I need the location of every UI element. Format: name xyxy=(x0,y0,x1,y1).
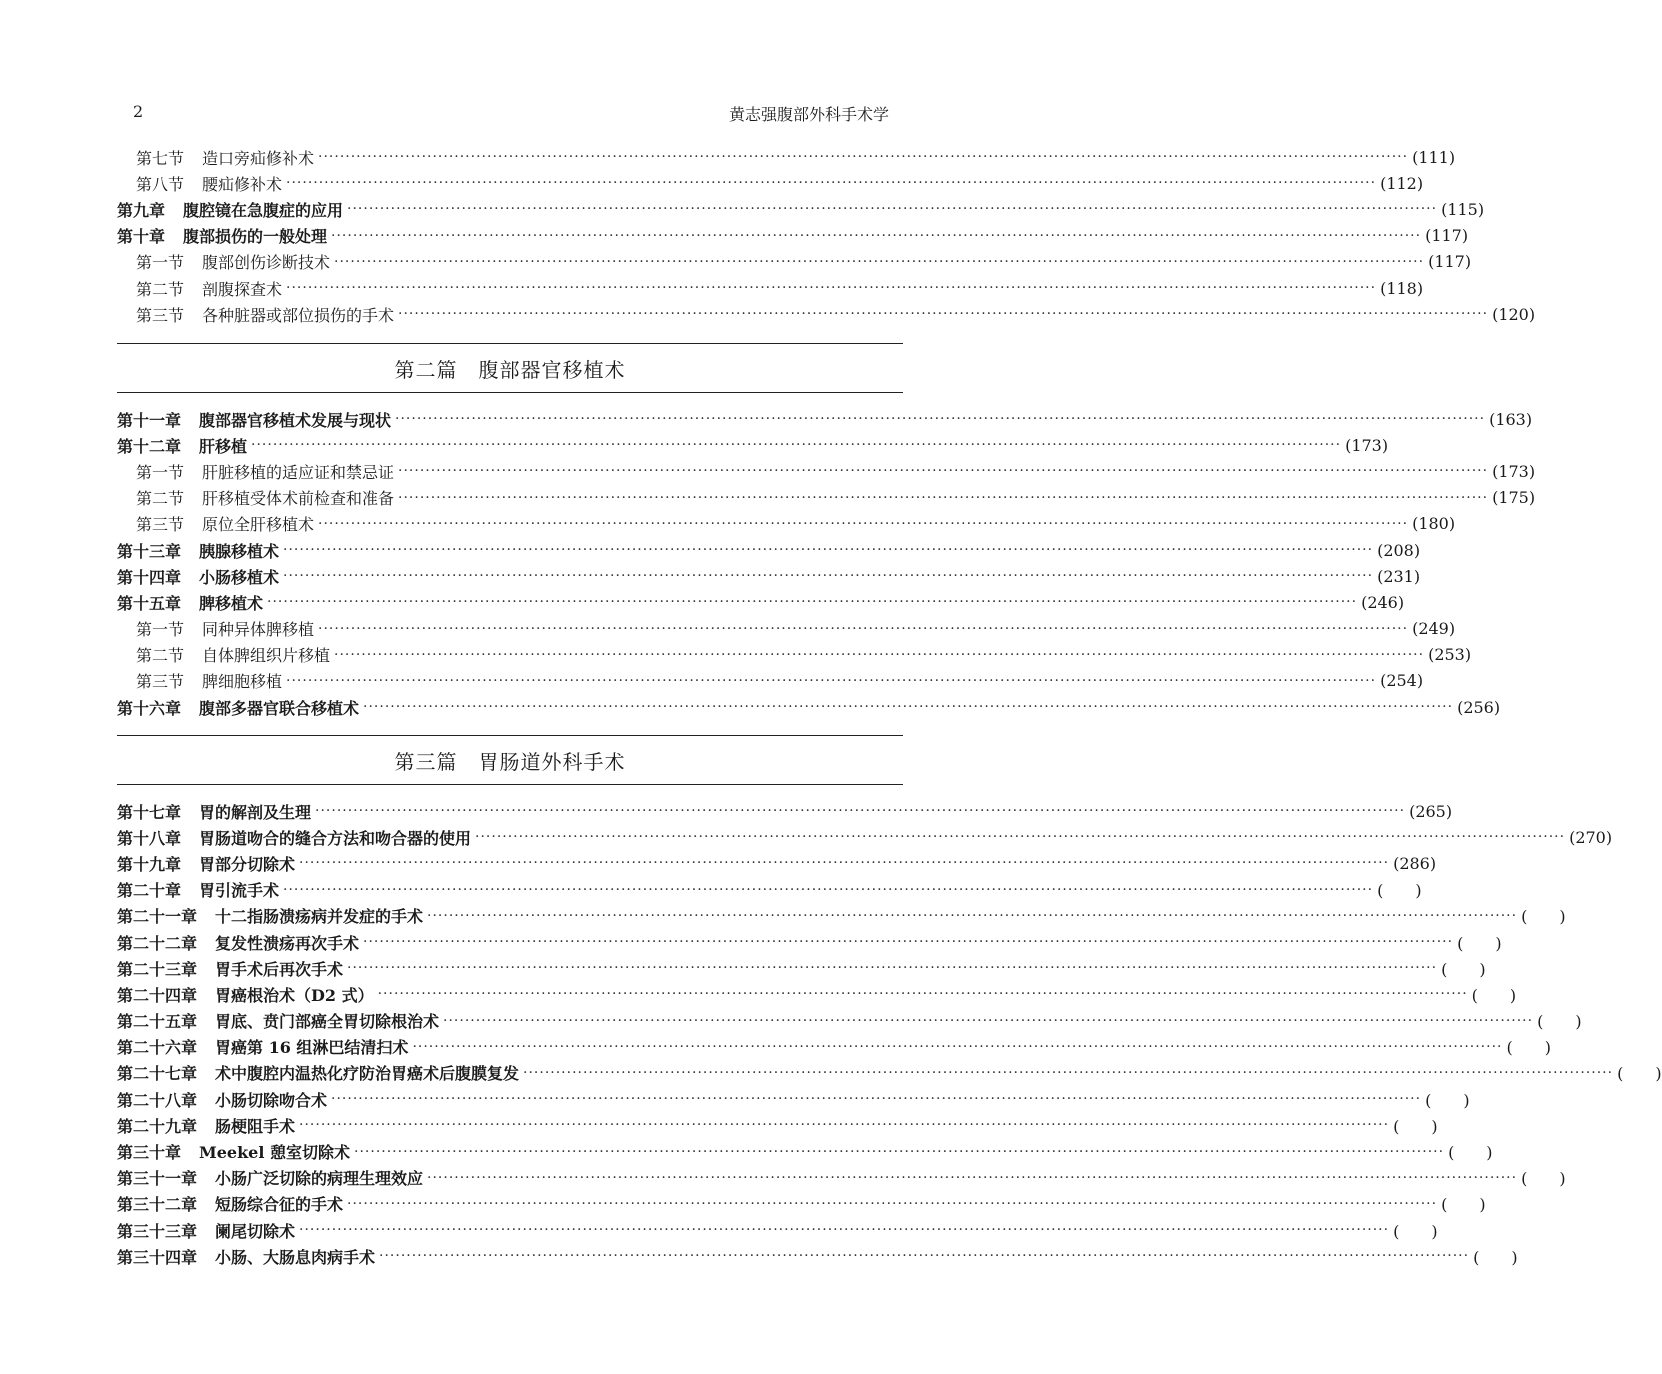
toc-chapter-entry xyxy=(117,1217,1438,1243)
toc-entry-label xyxy=(136,146,314,169)
dot-leader: ········································································································································································································ xyxy=(347,201,1438,218)
toc-page-number: (111) xyxy=(1412,147,1456,167)
toc-entry-title: 造口旁疝修补术 xyxy=(202,148,315,168)
toc-chapter-entry xyxy=(117,877,1422,903)
dot-leader: ········································································································································································································ xyxy=(395,411,1486,428)
dot-leader: ········································································································································································································ xyxy=(379,1248,1470,1265)
dot-leader: ········································································································································································································ xyxy=(443,1012,1534,1029)
part-title: 第二篇 腹部器官移植术 xyxy=(394,357,626,382)
dot-leader: ········································································································································································································ xyxy=(286,672,1377,689)
toc-entry-number: 第三十二章 xyxy=(117,1195,198,1215)
toc-entry-title: 小肠切除吻合术 xyxy=(215,1090,328,1110)
toc-entry-label xyxy=(117,1114,295,1137)
toc-entry-number: 第二十九章 xyxy=(117,1116,198,1136)
toc-page-number: ( ) xyxy=(1521,907,1566,927)
toc-entry-label xyxy=(117,878,279,901)
toc-entry-label xyxy=(117,198,343,221)
toc-entry-title: 小肠、大肠息肉病手术 xyxy=(215,1247,376,1267)
dot-leader: ········································································································································································································ xyxy=(315,803,1406,820)
toc-entry-title: 肝脏移植的适应证和禁忌证 xyxy=(202,462,395,482)
toc-entry-label xyxy=(117,591,263,614)
toc-entry-label xyxy=(117,852,295,875)
toc-entry-label xyxy=(117,983,374,1006)
toc-chapter-entry xyxy=(117,850,1437,876)
toc-entry-title: 剖腹探查术 xyxy=(202,279,283,299)
toc-entry-label xyxy=(117,1245,375,1268)
toc-entry-number: 第一节 xyxy=(136,253,185,273)
toc-entry-number: 第一节 xyxy=(136,620,185,640)
toc-entry-title: 同种异体脾移植 xyxy=(202,620,315,640)
toc-section-entry xyxy=(117,511,1456,537)
toc-entry-number: 第十七章 xyxy=(117,802,182,822)
toc-page-number: ( ) xyxy=(1393,1221,1438,1241)
toc-entry-title: 腹部器官移植术发展与现状 xyxy=(199,410,392,430)
dot-leader: ········································································································································································································ xyxy=(286,175,1377,192)
toc-entry-title: 腹部损伤的一般处理 xyxy=(183,227,328,247)
toc-entry-label xyxy=(136,303,394,326)
dot-leader: ········································································································································································································ xyxy=(283,542,1374,559)
toc-entry-title: 术中腹腔内温热化疗防治胃癌术后腹膜复发 xyxy=(215,1064,520,1084)
toc-block-3 xyxy=(117,798,1662,1269)
toc-entry-number: 第十九章 xyxy=(117,854,182,874)
dot-leader: ········································································································································································································ xyxy=(523,1064,1614,1081)
toc-section-entry xyxy=(117,144,1456,170)
toc-entry-title: 肝移植 xyxy=(199,436,248,456)
toc-entry-number: 第二节 xyxy=(136,489,185,509)
toc-entry-number: 第十八章 xyxy=(117,828,182,848)
toc-page-number: ( ) xyxy=(1471,985,1517,1005)
toc-entry-number: 第二节 xyxy=(136,646,185,666)
part-title: 第三篇 胃肠道外科手术 xyxy=(394,749,626,774)
dot-leader: ········································································································································································································ xyxy=(318,515,1409,532)
toc-entry-label xyxy=(117,224,327,247)
toc-entry-number: 第二十三章 xyxy=(117,959,198,979)
toc-entry-title: 胃的解剖及生理 xyxy=(199,802,312,822)
toc-entry-label xyxy=(117,1009,439,1032)
toc-chapter-entry xyxy=(117,824,1613,850)
toc-entry-title: 胃肠道吻合的缝合方法和吻合器的使用 xyxy=(199,828,472,848)
toc-entry-title: 脾细胞移植 xyxy=(202,672,283,692)
dot-leader: ········································································································································································································ xyxy=(286,280,1377,297)
toc-entry-number: 第三节 xyxy=(136,672,185,692)
toc-page-number: (180) xyxy=(1412,514,1456,534)
toc-entry-label xyxy=(117,904,423,927)
toc-chapter-entry xyxy=(117,798,1453,824)
toc-entry-number: 第十章 xyxy=(117,227,166,247)
toc-chapter-entry xyxy=(117,981,1517,1007)
toc-entry-number: 第三十章 xyxy=(117,1143,182,1163)
toc-page-number: (208) xyxy=(1377,540,1421,560)
toc-section-entry xyxy=(117,485,1536,511)
toc-entry-number: 第十二章 xyxy=(117,436,182,456)
toc-entry-number: 第二十一章 xyxy=(117,907,198,927)
toc-chapter-entry xyxy=(117,1243,1518,1269)
toc-entry-number: 第九章 xyxy=(117,200,166,220)
toc-chapter-entry xyxy=(117,1112,1438,1138)
toc-page-number: (117) xyxy=(1425,226,1469,246)
toc-entry-number: 第十五章 xyxy=(117,593,182,613)
toc-entry-label xyxy=(136,669,282,692)
toc-entry-title: 小肠移植术 xyxy=(199,567,280,587)
dot-leader: ········································································································································································································ xyxy=(398,463,1489,480)
part-heading-3 xyxy=(117,735,903,785)
toc-page-number: ( ) xyxy=(1448,1143,1493,1163)
toc-entry-title: 腰疝修补术 xyxy=(202,174,283,194)
toc-section-entry xyxy=(117,616,1456,642)
dot-leader: ········································································································································································································ xyxy=(318,620,1409,637)
toc-entry-number: 第二十八章 xyxy=(117,1090,198,1110)
toc-entry-label xyxy=(136,486,394,509)
toc-page-number: (265) xyxy=(1409,801,1453,821)
toc-entry-number: 第二节 xyxy=(136,279,185,299)
toc-page-number: ( ) xyxy=(1537,1012,1582,1032)
toc-page-number: (253) xyxy=(1428,645,1472,665)
toc-entry-title: 胃手术后再次手术 xyxy=(215,959,344,979)
toc-entry-number: 第二十章 xyxy=(117,881,182,901)
toc-entry-title: 复发性溃疡再次手术 xyxy=(215,933,360,953)
toc-entry-title: 自体脾组织片移植 xyxy=(202,646,331,666)
toc-block-1 xyxy=(117,144,1536,327)
toc-entry-label xyxy=(136,250,330,273)
toc-entry-title: 胃底、贲门部癌全胃切除根治术 xyxy=(215,1012,440,1032)
toc-chapter-entry xyxy=(117,563,1421,589)
toc-entry-label xyxy=(117,931,359,954)
toc-page-number: (256) xyxy=(1457,697,1501,717)
toc-entry-label xyxy=(117,1166,423,1189)
toc-entry-number: 第三十一章 xyxy=(117,1169,198,1189)
toc-chapter-entry xyxy=(117,1191,1486,1217)
toc-entry-label xyxy=(136,512,314,535)
toc-chapter-entry xyxy=(117,432,1389,458)
toc-entry-label xyxy=(117,434,247,457)
dot-leader: ········································································································································································································ xyxy=(398,489,1489,506)
dot-leader: ········································································································································································································ xyxy=(347,960,1438,977)
toc-chapter-entry xyxy=(117,223,1469,249)
toc-page-number: (173) xyxy=(1345,435,1389,455)
toc-page-number: ( ) xyxy=(1377,881,1422,901)
toc-chapter-entry xyxy=(117,1034,1551,1060)
toc-page-number: (118) xyxy=(1380,278,1424,298)
toc-entry-title: 短肠综合征的手术 xyxy=(215,1195,344,1215)
dot-leader: ········································································································································································································ xyxy=(427,1169,1518,1186)
toc-entry-label xyxy=(117,1035,408,1058)
toc-entry-label xyxy=(117,1140,350,1163)
toc-entry-title: 各种脏器或部位损伤的手术 xyxy=(202,305,395,325)
toc-page-number: (254) xyxy=(1380,671,1424,691)
dot-leader: ········································································································································································································ xyxy=(299,1222,1390,1239)
toc-chapter-entry xyxy=(117,537,1421,563)
toc-entry-label xyxy=(117,1088,327,1111)
toc-entry-number: 第三节 xyxy=(136,515,185,535)
toc-entry-number: 第二十二章 xyxy=(117,933,198,953)
toc-entry-number: 第七节 xyxy=(136,148,185,168)
toc-entry-label xyxy=(117,565,279,588)
toc-chapter-entry xyxy=(117,1138,1493,1164)
toc-page-number: ( ) xyxy=(1441,1195,1486,1215)
toc-chapter-entry xyxy=(117,196,1485,222)
dot-leader: ········································································································································································································ xyxy=(299,855,1390,872)
toc-page-number: (175) xyxy=(1492,488,1536,508)
toc-chapter-entry xyxy=(117,955,1486,981)
dot-leader: ········································································································································································································ xyxy=(334,646,1425,663)
toc-entry-title: 胃引流手术 xyxy=(199,881,280,901)
toc-entry-label xyxy=(136,172,282,195)
toc-entry-title: 十二指肠溃疡病并发症的手术 xyxy=(215,907,424,927)
dot-leader: ········································································································································································································ xyxy=(251,437,1342,454)
toc-page-number: (231) xyxy=(1377,566,1421,586)
toc-block-2 xyxy=(117,406,1536,720)
toc-entry-title: 阑尾切除术 xyxy=(215,1221,296,1241)
toc-entry-title: 胰腺移植术 xyxy=(199,541,280,561)
toc-entry-label xyxy=(117,826,471,849)
toc-entry-label xyxy=(117,1061,519,1084)
toc-chapter-entry xyxy=(117,1008,1582,1034)
toc-chapter-entry xyxy=(117,1165,1566,1191)
toc-entry-label xyxy=(117,539,279,562)
dot-leader: ········································································································································································································ xyxy=(299,1117,1390,1134)
toc-entry-number: 第二十五章 xyxy=(117,1012,198,1032)
toc-entry-number: 第二十四章 xyxy=(117,985,198,1005)
toc-entry-label xyxy=(117,957,343,980)
toc-section-entry xyxy=(117,275,1424,301)
toc-entry-label xyxy=(117,1219,295,1242)
toc-entry-title: Meekel 憩室切除术 xyxy=(199,1143,351,1163)
toc-entry-title: 腹部创伤诊断技术 xyxy=(202,253,331,273)
page-number: 2 xyxy=(133,102,144,121)
toc-entry-label xyxy=(136,643,330,666)
toc-entry-title: 胃部分切除术 xyxy=(199,854,296,874)
toc-section-entry xyxy=(117,642,1472,668)
toc-entry-title: 脾移植术 xyxy=(199,593,264,613)
toc-entry-number: 第八节 xyxy=(136,174,185,194)
toc-page-number: (112) xyxy=(1380,173,1424,193)
toc-entry-label xyxy=(117,408,391,431)
dot-leader: ········································································································································································································ xyxy=(363,699,1454,716)
toc-entry-number: 第三节 xyxy=(136,305,185,325)
toc-chapter-entry xyxy=(117,929,1502,955)
toc-chapter-entry xyxy=(117,903,1566,929)
toc-section-entry xyxy=(117,170,1424,196)
toc-entry-label xyxy=(136,617,314,640)
toc-entry-number: 第二十七章 xyxy=(117,1064,198,1084)
toc-page-number: (286) xyxy=(1393,853,1437,873)
toc-page-number: (117) xyxy=(1428,252,1472,272)
toc-entry-number: 第十四章 xyxy=(117,567,182,587)
toc-entry-number: 第三十四章 xyxy=(117,1247,198,1267)
dot-leader: ········································································································································································································ xyxy=(412,1038,1503,1055)
dot-leader: ········································································································································································································ xyxy=(334,253,1425,270)
toc-entry-number: 第二十六章 xyxy=(117,1038,198,1058)
dot-leader: ········································································································································································································ xyxy=(331,1091,1422,1108)
toc-page-number: ( ) xyxy=(1457,933,1502,953)
toc-entry-number: 第十一章 xyxy=(117,410,182,430)
dot-leader: ········································································································································································································ xyxy=(331,227,1422,244)
toc-entry-label xyxy=(117,800,311,823)
dot-leader: ········································································································································································································ xyxy=(267,594,1358,611)
dot-leader: ········································································································································································································ xyxy=(427,907,1518,924)
toc-entry-title: 肝移植受体术前检查和准备 xyxy=(202,489,395,509)
dot-leader: ········································································································································································································ xyxy=(363,934,1454,951)
toc-page-number: (163) xyxy=(1489,409,1533,429)
toc-entry-title: 胃癌第 16 组淋巴结清扫术 xyxy=(215,1038,409,1058)
toc-page-number: ( ) xyxy=(1617,1064,1662,1084)
toc-page-number: ( ) xyxy=(1473,1247,1518,1267)
toc-entry-title: 胃癌根治术（D2 式） xyxy=(215,985,374,1005)
running-title: 黄志强腹部外科手术学 xyxy=(728,105,889,124)
toc-page-number: (246) xyxy=(1361,592,1405,612)
toc-page-number: ( ) xyxy=(1393,1116,1438,1136)
toc-chapter-entry xyxy=(117,694,1501,720)
toc-entry-title: 小肠广泛切除的病理生理效应 xyxy=(215,1169,424,1189)
toc-entry-label xyxy=(136,277,282,300)
dot-leader: ········································································································································································································ xyxy=(398,306,1489,323)
toc-section-entry xyxy=(117,249,1472,275)
toc-entry-number: 第一节 xyxy=(136,462,185,482)
toc-section-entry xyxy=(117,668,1424,694)
toc-section-entry xyxy=(117,458,1536,484)
toc-entry-label xyxy=(117,696,359,719)
dot-leader: ········································································································································································································ xyxy=(377,986,1468,1003)
dot-leader: ········································································································································································································ xyxy=(318,149,1409,166)
toc-entry-title: 肠梗阻手术 xyxy=(215,1116,296,1136)
toc-chapter-entry xyxy=(117,1086,1470,1112)
toc-page-number: (120) xyxy=(1492,304,1536,324)
dot-leader: ········································································································································································································ xyxy=(475,829,1566,846)
toc-section-entry xyxy=(117,301,1536,327)
page-header xyxy=(117,100,889,126)
dot-leader: ········································································································································································································ xyxy=(354,1143,1445,1160)
toc-entry-title: 腹腔镜在急腹症的应用 xyxy=(183,200,344,220)
toc-chapter-entry xyxy=(117,1060,1662,1086)
toc-page-number: ( ) xyxy=(1521,1169,1566,1189)
toc-page-number: (270) xyxy=(1569,827,1613,847)
toc-page-number: (173) xyxy=(1492,461,1536,481)
toc-page-number: ( ) xyxy=(1441,959,1486,979)
toc-page-number: (249) xyxy=(1412,619,1456,639)
dot-leader: ········································································································································································································ xyxy=(347,1195,1438,1212)
toc-entry-number: 第三十三章 xyxy=(117,1221,198,1241)
toc-page-number: (115) xyxy=(1441,199,1485,219)
toc-entry-number: 第十六章 xyxy=(117,698,182,718)
toc-page-number: ( ) xyxy=(1506,1038,1551,1058)
toc-entry-title: 腹部多器官联合移植术 xyxy=(199,698,360,718)
dot-leader: ········································································································································································································ xyxy=(283,881,1374,898)
toc-entry-label xyxy=(117,1192,343,1215)
toc-entry-title: 原位全肝移植术 xyxy=(202,515,315,535)
toc-entry-label xyxy=(136,460,394,483)
part-heading-2 xyxy=(117,343,903,393)
dot-leader: ········································································································································································································ xyxy=(283,568,1374,585)
toc-page-number: ( ) xyxy=(1425,1090,1470,1110)
toc-chapter-entry xyxy=(117,589,1405,615)
toc-entry-number: 第十三章 xyxy=(117,541,182,561)
toc-chapter-entry xyxy=(117,406,1533,432)
